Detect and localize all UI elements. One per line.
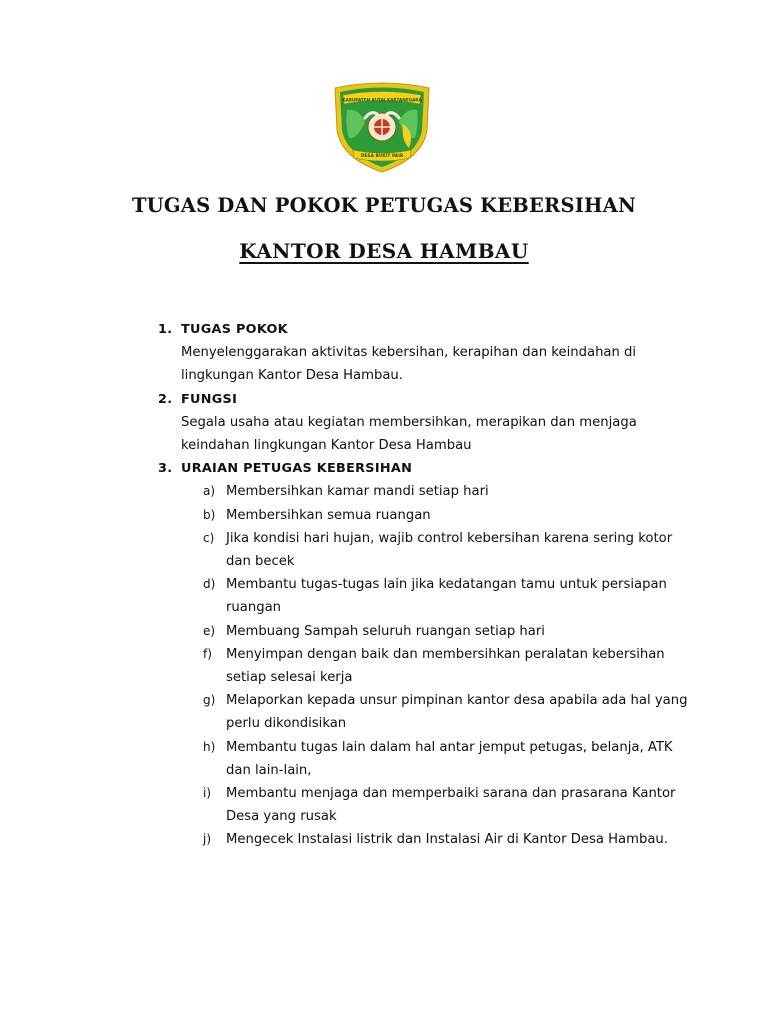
list-item bbox=[203, 736, 698, 782]
section-fungsi bbox=[158, 388, 698, 458]
list-item bbox=[203, 782, 698, 828]
section-heading bbox=[158, 318, 698, 341]
list-item bbox=[203, 689, 698, 735]
list-item bbox=[203, 504, 698, 527]
list-item bbox=[203, 527, 698, 573]
list-marker: a) bbox=[203, 484, 216, 499]
section-number: 1. bbox=[158, 322, 173, 337]
list-marker: b) bbox=[203, 507, 216, 522]
list-marker: d) bbox=[203, 577, 216, 592]
list-marker: i) bbox=[203, 786, 212, 801]
list-item-text: Membantu tugas-tugas lain jika kedatangan tamu untuk persiapan ruangan bbox=[226, 577, 667, 616]
section-heading bbox=[158, 457, 698, 480]
section-uraian bbox=[158, 457, 698, 851]
emblem-shield-icon bbox=[327, 80, 437, 175]
section-number: 3. bbox=[158, 461, 173, 477]
list-item-text: Melaporkan kepada unsur pimpinan kantor desa apabila ada hal yang perlu dikondisikan bbox=[226, 693, 688, 732]
list-marker: c) bbox=[203, 530, 215, 545]
list-item bbox=[203, 828, 698, 851]
list-item-text: Membantu menjaga dan memperbaiki sarana dan prasarana Kantor Desa yang rusak bbox=[226, 786, 676, 825]
section-tugas-pokok bbox=[158, 318, 698, 388]
list-item-text: Jika kondisi hari hujan, wajib control kebersihan karena sering kotor dan becek bbox=[226, 530, 673, 570]
list-item-text: Mengecek Instalasi listrik dan Instalasi Air di Kantor Desa Hambau. bbox=[226, 832, 668, 848]
list-item-text: Membantu tugas lain dalam hal antar jemput petugas, belanja, ATK dan lain-lain, bbox=[226, 739, 673, 778]
list-marker: e) bbox=[203, 623, 216, 638]
duty-list bbox=[203, 480, 698, 851]
list-item-text: Membersihkan semua ruangan bbox=[226, 507, 431, 523]
list-item-text: Menyimpan dengan baik dan membersihkan peralatan kebersihan setiap selesai kerja bbox=[226, 646, 665, 686]
section-heading-text: TUGAS POKOK bbox=[181, 322, 288, 337]
document-title: TUGAS DAN POKOK PETUGAS KEBERSIHAN bbox=[131, 194, 637, 217]
list-item bbox=[203, 573, 698, 619]
emblem-bottom-text: DESA BUKIT PAIR bbox=[360, 153, 404, 159]
section-heading-text: FUNGSI bbox=[181, 391, 238, 407]
regency-emblem-logo bbox=[327, 80, 437, 175]
list-item bbox=[203, 480, 698, 503]
document-subtitle-text: KANTOR DESA HAMBAU bbox=[239, 239, 529, 263]
list-item-text: Membuang Sampah seluruh ruangan setiap hari bbox=[226, 623, 545, 639]
section-paragraph: Menyelenggarakan aktivitas kebersihan, kerapihan dan keindahan di lingkungan Kantor Desa Hambau. bbox=[181, 345, 637, 384]
list-item-text: Membersihkan kamar mandi setiap hari bbox=[226, 484, 489, 500]
list-marker: f) bbox=[203, 646, 212, 661]
list-marker: h) bbox=[203, 739, 216, 754]
document-subtitle bbox=[0, 239, 768, 263]
section-paragraph: Segala usaha atau kegiatan membersihkan, merapikan dan menjaga keindahan lingkungan Kantor Desa Hambau bbox=[181, 414, 637, 454]
section-heading-text: URAIAN PETUGAS KEBERSIHAN bbox=[181, 461, 413, 477]
section-heading bbox=[158, 388, 698, 411]
section-number: 2. bbox=[158, 391, 173, 407]
document-body bbox=[158, 318, 698, 852]
list-marker: g) bbox=[203, 693, 216, 708]
list-marker: j) bbox=[203, 832, 212, 847]
list-item bbox=[203, 643, 698, 689]
emblem-top-text: KABUPATEN KUTAI KARTANEGARA bbox=[342, 97, 422, 103]
list-item bbox=[203, 620, 698, 643]
